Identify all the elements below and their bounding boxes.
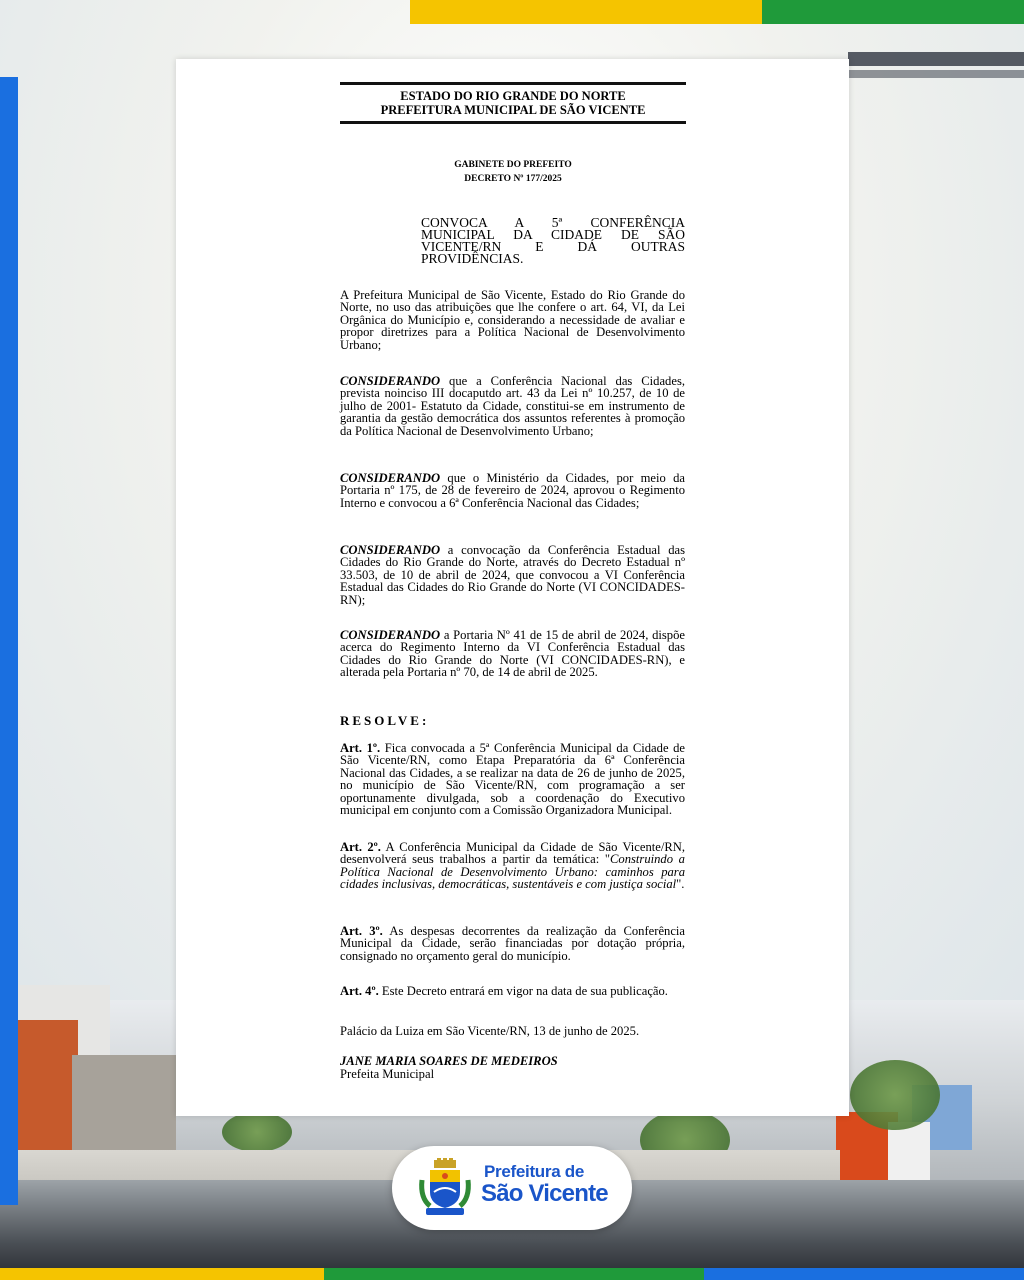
article-1	[340, 742, 685, 816]
gabinete-label: GABINETE DO PREFEITO	[454, 160, 572, 170]
article-label: Art. 3º.	[340, 924, 383, 938]
article-text: As despesas decorrentes da realização da Conferência Municipal da Cidade, serão financiadas por dotação própria, consignado no orçamento geral do município.	[340, 924, 686, 963]
considerando-keyword: CONSIDERANDO	[340, 374, 441, 388]
considerando-text: a convocação da Conferência Estadual das Cidades do Rio Grande do Norte, através do Decreto Estadual nº 33.503, de 10 de abril de 2024, que convocou a VI Conferência Estadual das Cidades do Rio Grande do Norte (VI CONCIDADES-RN);	[340, 543, 685, 607]
prefeitura-logo	[392, 1146, 632, 1230]
decree-number: DECRETO Nº 177/2025	[464, 174, 562, 184]
considerando-keyword: CONSIDERANDO	[340, 471, 441, 485]
article-4	[340, 985, 685, 997]
frame-bar-green-bottom	[324, 1268, 704, 1280]
place-date: Palácio da Luiza em São Vicente/RN, 13 de junho de 2025.	[340, 1024, 640, 1038]
header-prefeitura: PREFEITURA MUNICIPAL DE SÃO VICENTE	[380, 103, 646, 117]
considerando-paragraph	[340, 629, 685, 679]
considerando-paragraph	[340, 472, 685, 509]
coat-of-arms-icon	[416, 1158, 474, 1218]
article-2	[340, 841, 685, 891]
article-label: Art. 1º.	[340, 741, 381, 755]
header-state: ESTADO DO RIO GRANDE DO NORTE	[400, 89, 626, 103]
background-building	[72, 1055, 176, 1155]
frame-bar-blue	[0, 77, 18, 1205]
article-label: Art. 4º.	[340, 984, 379, 998]
frame-bar-blue-bottom	[704, 1268, 1024, 1280]
ementa-line: VICENTE/RN E DÁ OUTRAS	[421, 239, 685, 254]
article-theme: Construindo a Política Nacional de Desenvolvimento Urbano: caminhos para cidades inclusivas, democráticas, sustentáveis e com justiça social	[340, 852, 685, 892]
tree	[850, 1060, 940, 1130]
background-building	[18, 1020, 78, 1155]
logo-line-1: Prefeitura de	[484, 1162, 585, 1181]
considerando-keyword: CONSIDERANDO	[340, 628, 441, 642]
frame-bar-yellow	[410, 0, 762, 24]
logo-line-2: São Vicente	[481, 1180, 608, 1207]
decree-document	[176, 59, 849, 1116]
considerando-text: a Portaria Nº 41 de 15 de abril de 2024, dispõe acerca do Regimento Interno da VI Conferência Estadual das Cidades do Rio Grande do Norte (VI CONCIDADES-RN), e alterada pela Portaria nº 70, de 14 de abril de 2025.	[340, 628, 685, 680]
header-rule-top	[340, 82, 686, 85]
frame-bar-yellow-bottom	[0, 1268, 324, 1280]
traffic-light-pole	[848, 52, 1024, 66]
article-3	[340, 925, 685, 962]
article-text: A Conferência Municipal da Cidade de São Vicente/RN, desenvolverá seus trabalhos a partir da temática: "	[340, 840, 685, 867]
ementa	[421, 217, 685, 265]
article-text: Este Decreto entrará em vigor na data de sua publicação.	[378, 984, 668, 998]
considerando-text: que a Conferência Nacional das Cidades, prevista noinciso III docaputdo art. 43 da Lei nº 10.257, de 10 de julho de 2001- Estatuto da Cidade, constitui-se em instrumento de garantia da gestão democrática dos assuntos referentes à promoção da Política Nacional de Desenvolvimento Urbano;	[340, 374, 685, 438]
ementa-line: PROVIDÊNCIAS.	[421, 251, 524, 266]
frame-bar-green	[762, 0, 1024, 24]
considerando-paragraph	[340, 544, 685, 606]
preamble-paragraph: A Prefeitura Municipal de São Vicente, Estado do Rio Grande do Norte, no uso das atribuições que lhe confere o art. 64, VI, da Lei Orgânica do Município e, considerando a necessidade de avaliar e propor diretrizes para a Política Nacional de Desenvolvimento Urbano;	[340, 288, 685, 352]
considerando-keyword: CONSIDERANDO	[340, 543, 441, 557]
considerando-paragraph	[340, 375, 685, 437]
considerando-text: que o Ministério da Cidades, por meio da Portaria nº 175, de 28 de fevereiro de 2024, aprovou o Regimento Interno e convocou a 6ª Conferência Nacional das Cidades;	[340, 471, 685, 510]
header-rule-bottom	[340, 121, 686, 124]
article-label: Art. 2º.	[340, 840, 381, 854]
article-text-end: ".	[676, 877, 685, 892]
resolve-heading: RESOLVE:	[340, 713, 430, 728]
ementa-line: CONVOCA A 5ª CONFERÊNCIA	[421, 215, 685, 230]
traffic-light-arm	[848, 70, 1024, 78]
tree	[222, 1112, 292, 1152]
article-text: Fica convocada a 5ª Conferência Municipal da Cidade de São Vicente/RN, como Etapa Preparatória da 6ª Conferência Nacional das Cidades, a se realizar na data de 26 de junho de 2025, no município de São Vicente/RN, com programação a ser oportunamente divulgada, sob a coordenação do Executivo municipal em conjunto com a Comissão Organizadora Municipal.	[340, 741, 685, 818]
ementa-line: MUNICIPAL DA CIDADE DE SÃO	[421, 227, 685, 242]
signatory-title: Prefeita Municipal	[340, 1067, 435, 1081]
signatory-name: JANE MARIA SOARES DE MEDEIROS	[340, 1054, 558, 1068]
